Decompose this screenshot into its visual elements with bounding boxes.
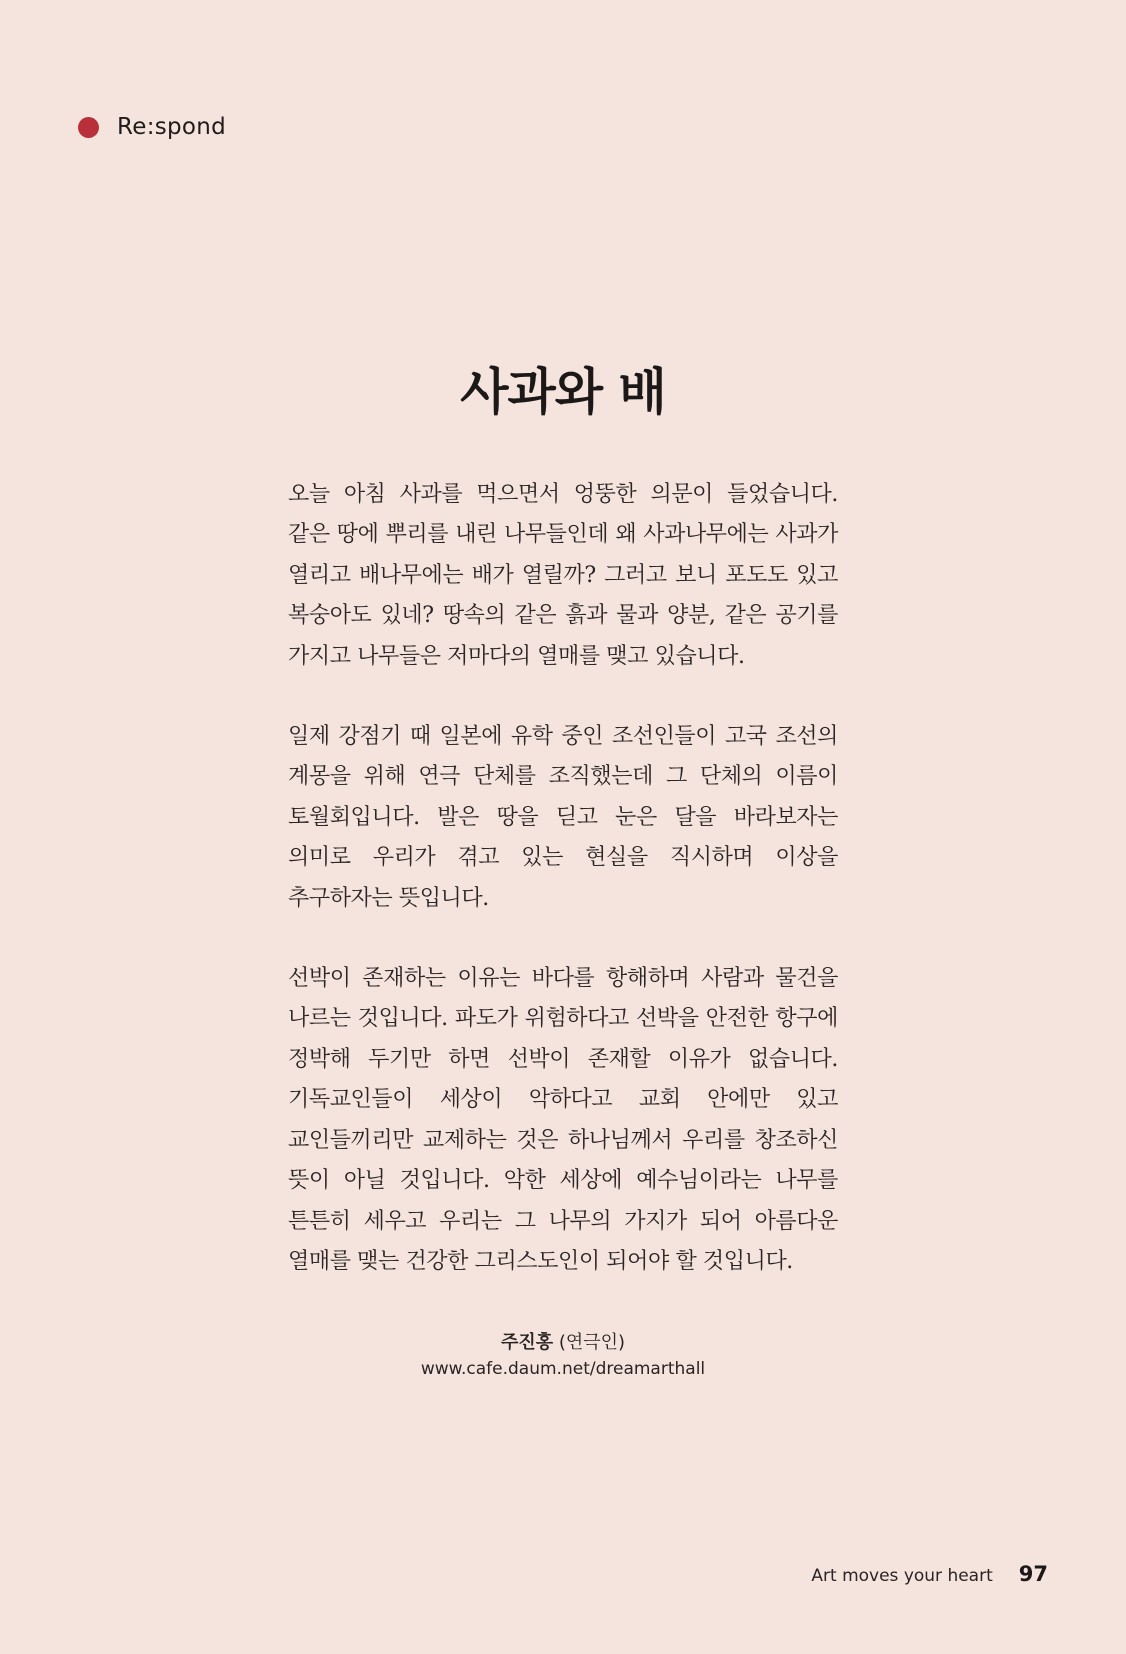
author-role: (연극인) bbox=[558, 1332, 626, 1353]
author-url: www.cafe.daum.net/dreamarthall bbox=[420, 1359, 706, 1379]
section-label: Re:spond bbox=[117, 114, 227, 140]
bullet-dot-icon bbox=[78, 117, 99, 138]
paragraph-2: 일제 강점기 때 일본에 유학 중인 조선인들이 고국 조선의 계몽을 위해 연극 단체를 조직했는데 그 단체의 이름이 토월회입니다. 발은 땅을 딛고 눈은 달을 바라보자는 의미로 우리가 겪고 있는 현실을 직시하며 이상을 추구하자는 뜻입니다. bbox=[288, 724, 838, 911]
article-body bbox=[288, 475, 838, 1322]
page-footer bbox=[811, 1562, 1048, 1586]
author-line bbox=[0, 1330, 1126, 1356]
footer-slogan: Art moves your heart bbox=[811, 1566, 993, 1586]
section-tag bbox=[78, 112, 226, 142]
paragraph-3: 선박이 존재하는 이유는 바다를 항해하며 사람과 물건을 나르는 것입니다. 파도가 위험하다고 선박을 안전한 항구에 정박해 두기만 하면 선박이 존재할 이유가 없습니다. 기독교인들이 세상이 악하다고 교회 안에만 있고 교인들끼리만 교제하는 것은 하나님께서 우리를 창조하신 뜻이 아닐 것입니다. 악한 세상에 예수님이라는 나무를 튼튼히 세우고 우리는 그 나무의 가지가 되어 아름다운 열매를 맺는 건강한 그리스도인이 되어야 할 것입니다. bbox=[288, 966, 838, 1274]
paragraph-1: 오늘 아침 사과를 먹으면서 엉뚱한 의문이 들었습니다. 같은 땅에 뿌리를 내린 나무들인데 왜 사과나무에는 사과가 열리고 배나무에는 배가 열릴까? 그러고 보니 포도도 있고 복숭아도 있네? 땅속의 같은 흙과 물과 양분, 같은 공기를 가지고 나무들은 저마다의 열매를 맺고 있습니다. bbox=[288, 482, 838, 669]
byline bbox=[0, 1330, 1126, 1382]
article-title: 사과와 배 bbox=[460, 362, 666, 421]
author-name: 주진홍 bbox=[500, 1332, 554, 1353]
page-number: 97 bbox=[1018, 1562, 1048, 1586]
